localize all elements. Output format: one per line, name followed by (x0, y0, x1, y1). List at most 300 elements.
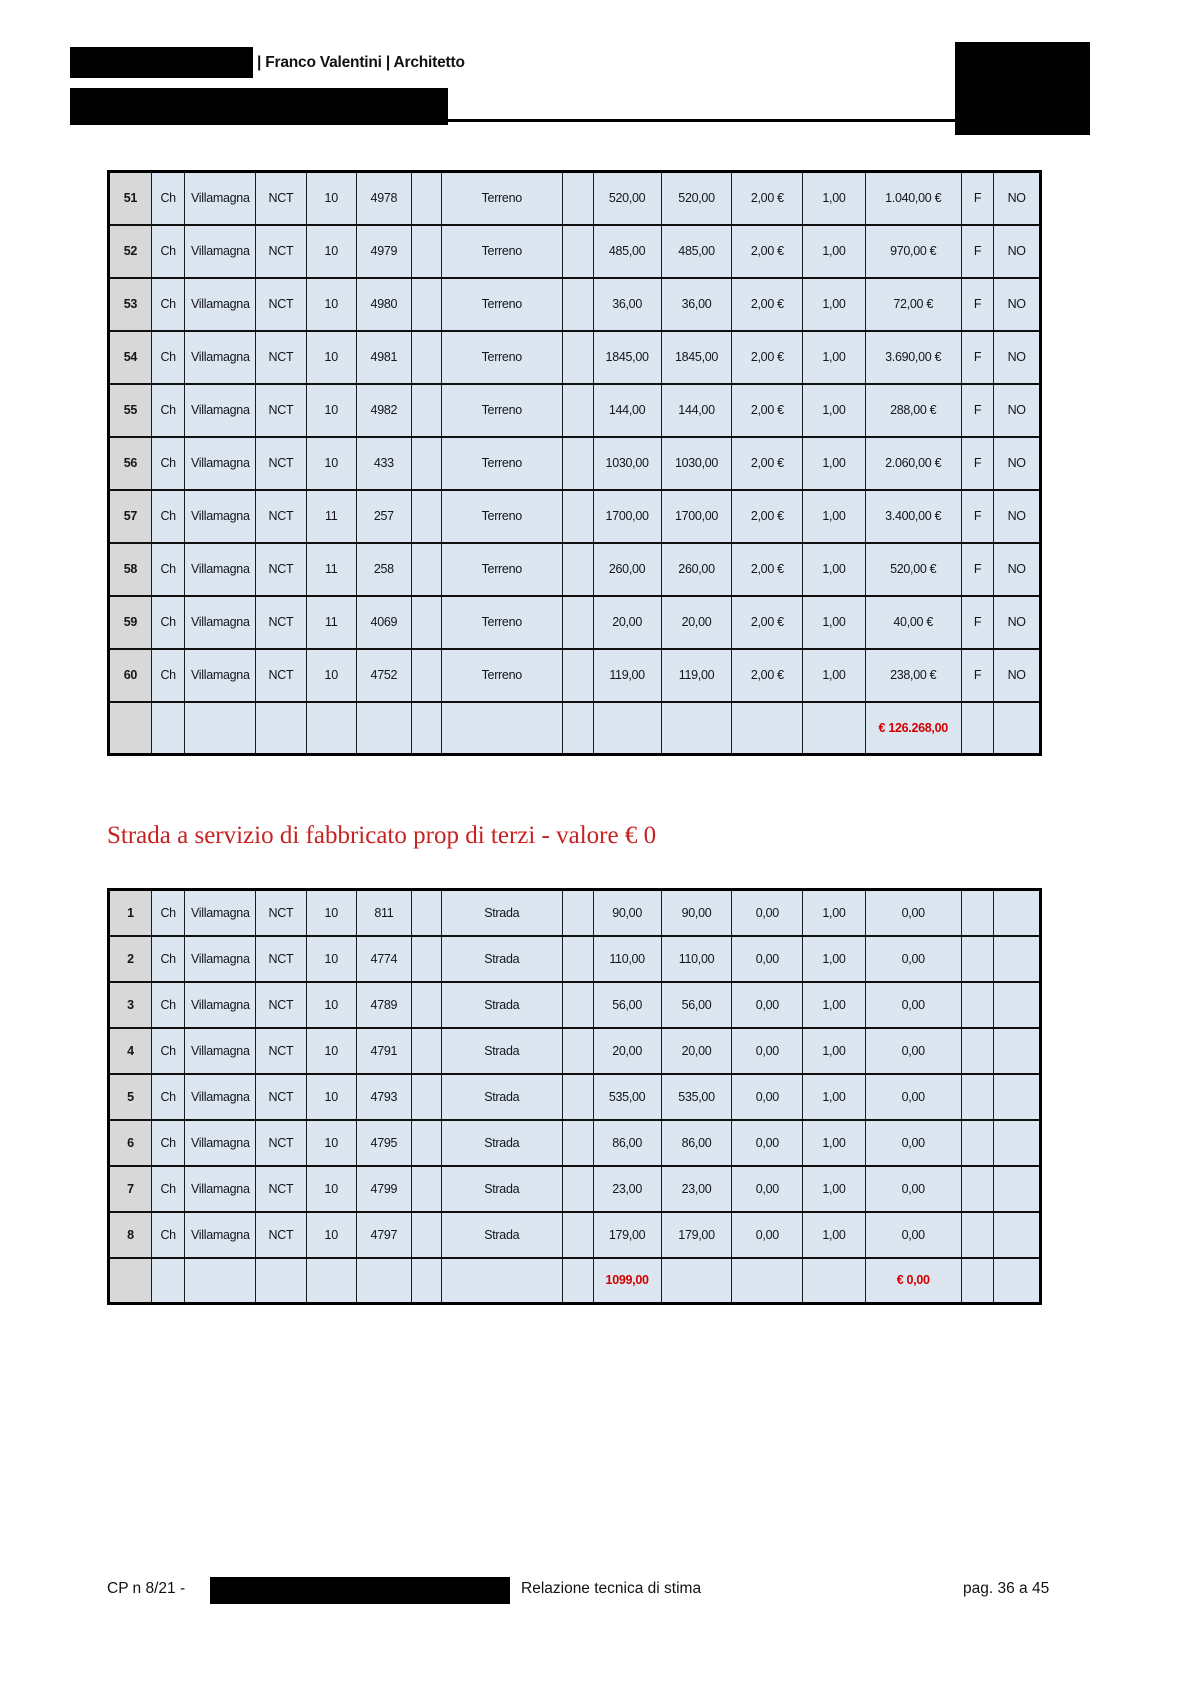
table-total-cell: 1099,00 (593, 1258, 661, 1304)
footer-document-title: Relazione tecnica di stima (521, 1580, 702, 1597)
table-cell (411, 543, 441, 596)
table-cell: 4774 (356, 936, 411, 982)
table-cell: 20,00 (661, 1028, 732, 1074)
table-cell (562, 1212, 593, 1258)
table-cell: 57 (109, 490, 152, 543)
table-total-cell: € 0,00 (865, 1258, 961, 1304)
table-total-cell (562, 1258, 593, 1304)
table-cell: 20,00 (593, 1028, 661, 1074)
table-cell: 485,00 (661, 225, 732, 278)
table-cell: 10 (306, 1212, 356, 1258)
table-cell: Terreno (441, 543, 562, 596)
table-cell: 0,00 (732, 1120, 803, 1166)
table-total-cell (151, 702, 185, 755)
table-cell: NCT (256, 172, 306, 225)
table-cell: NCT (256, 278, 306, 331)
table-cell: 2,00 € (732, 172, 803, 225)
table-cell: 0,00 (865, 1028, 961, 1074)
table-cell: 1,00 (803, 543, 865, 596)
table-cell: 72,00 € (865, 278, 961, 331)
header-title: | Franco Valentini | Architetto (257, 54, 465, 71)
table-cell: 970,00 € (865, 225, 961, 278)
table-cell: Ch (151, 649, 185, 702)
table-total-cell (994, 1258, 1041, 1304)
table-total-cell (994, 702, 1041, 755)
table-total-row (109, 702, 1041, 755)
table-cell (411, 1166, 441, 1212)
table-cell: 1,00 (803, 649, 865, 702)
table-cell: 10 (306, 1120, 356, 1166)
table-cell: 59 (109, 596, 152, 649)
table-cell: NO (994, 596, 1041, 649)
table-cell (961, 890, 994, 936)
table-cell (562, 649, 593, 702)
table-cell: 2,00 € (732, 490, 803, 543)
table-cell: 10 (306, 1166, 356, 1212)
table-cell: 0,00 (732, 1166, 803, 1212)
table-total-cell (562, 702, 593, 755)
table-cell (994, 1166, 1041, 1212)
table-cell: 0,00 (732, 982, 803, 1028)
table-cell (961, 1166, 994, 1212)
table-cell: F (961, 172, 994, 225)
table-row (109, 1166, 1041, 1212)
table-cell: Villamagna (185, 890, 256, 936)
table-cell: 10 (306, 890, 356, 936)
table-cell (994, 1120, 1041, 1166)
table-cell: 4978 (356, 172, 411, 225)
table-cell: 2,00 € (732, 543, 803, 596)
table-cell (411, 890, 441, 936)
table-cell: Ch (151, 890, 185, 936)
table-cell: Ch (151, 1120, 185, 1166)
table-cell: Ch (151, 1212, 185, 1258)
table-cell: Villamagna (185, 1074, 256, 1120)
table-cell: 23,00 (593, 1166, 661, 1212)
table-total-cell (109, 702, 152, 755)
table-cell: Villamagna (185, 384, 256, 437)
table-cell: 0,00 (865, 890, 961, 936)
table-row (109, 1074, 1041, 1120)
table-cell: NO (994, 649, 1041, 702)
table-cell: 86,00 (593, 1120, 661, 1166)
table-cell: 110,00 (593, 936, 661, 982)
table-cell: 52 (109, 225, 152, 278)
table-cell: 10 (306, 982, 356, 1028)
table-cell: 10 (306, 172, 356, 225)
table-cell: NCT (256, 982, 306, 1028)
table-total-cell (109, 1258, 152, 1304)
table-cell: 51 (109, 172, 152, 225)
table-cell: 58 (109, 543, 152, 596)
table-cell: F (961, 331, 994, 384)
table-cell (994, 936, 1041, 982)
table-cell (411, 490, 441, 543)
table-cell: 3.690,00 € (865, 331, 961, 384)
table-cell: F (961, 225, 994, 278)
table-cell: 56,00 (593, 982, 661, 1028)
table-cell: 4795 (356, 1120, 411, 1166)
terreni-table (107, 170, 1042, 756)
table-cell: F (961, 437, 994, 490)
table-cell: 119,00 (661, 649, 732, 702)
table-cell: 1030,00 (593, 437, 661, 490)
table-cell: Villamagna (185, 437, 256, 490)
table-cell (411, 437, 441, 490)
table-cell: 20,00 (661, 596, 732, 649)
table-cell: 36,00 (661, 278, 732, 331)
table-cell: 520,00 (593, 172, 661, 225)
table-cell: 4789 (356, 982, 411, 1028)
table-cell: 1,00 (803, 936, 865, 982)
table-cell: 0,00 (865, 936, 961, 982)
table-total-cell (306, 702, 356, 755)
table-cell: 0,00 (732, 936, 803, 982)
table-total-cell (441, 702, 562, 755)
table-cell: Villamagna (185, 649, 256, 702)
table-cell: NCT (256, 384, 306, 437)
table-cell: NCT (256, 1120, 306, 1166)
table-total-cell (961, 1258, 994, 1304)
table-cell: 0,00 (732, 1074, 803, 1120)
table-cell: NCT (256, 437, 306, 490)
table-cell: Villamagna (185, 278, 256, 331)
table-cell: 4979 (356, 225, 411, 278)
table-total-cell (593, 702, 661, 755)
table-cell: NCT (256, 890, 306, 936)
table-cell: Villamagna (185, 982, 256, 1028)
table-cell: 0,00 (865, 1120, 961, 1166)
table-row (109, 543, 1041, 596)
table-total-cell (803, 702, 865, 755)
table-cell (411, 278, 441, 331)
table-cell (411, 1074, 441, 1120)
table-cell: 11 (306, 596, 356, 649)
table-row (109, 278, 1041, 331)
table-cell: 1,00 (803, 1074, 865, 1120)
table-cell: Terreno (441, 278, 562, 331)
table-cell (411, 225, 441, 278)
table-cell (562, 172, 593, 225)
table-cell: 1 (109, 890, 152, 936)
table-cell: 1,00 (803, 172, 865, 225)
table-total-cell (661, 1258, 732, 1304)
table-cell: 2.060,00 € (865, 437, 961, 490)
table-cell (562, 1028, 593, 1074)
table-cell: 144,00 (661, 384, 732, 437)
table-cell: 433 (356, 437, 411, 490)
table-cell: 258 (356, 543, 411, 596)
table-cell: Terreno (441, 172, 562, 225)
table-cell: Ch (151, 331, 185, 384)
table-row (109, 936, 1041, 982)
table-cell: Villamagna (185, 490, 256, 543)
table-cell (562, 278, 593, 331)
table-total-row (109, 1258, 1041, 1304)
table-row (109, 490, 1041, 543)
table-cell: 2,00 € (732, 437, 803, 490)
table-cell: Villamagna (185, 1120, 256, 1166)
table-cell (562, 936, 593, 982)
table-cell: Ch (151, 1074, 185, 1120)
table-total-cell (661, 702, 732, 755)
table-row (109, 596, 1041, 649)
table-cell (961, 1120, 994, 1166)
table-cell (994, 1212, 1041, 1258)
table-cell: F (961, 596, 994, 649)
table-total-cell (441, 1258, 562, 1304)
table-cell: 1,00 (803, 1166, 865, 1212)
table-total-cell (961, 702, 994, 755)
table-cell: 0,00 (732, 1028, 803, 1074)
table-cell: NO (994, 172, 1041, 225)
table-cell: 4799 (356, 1166, 411, 1212)
table-cell: 485,00 (593, 225, 661, 278)
table-cell (961, 1028, 994, 1074)
table-row (109, 1212, 1041, 1258)
table-cell (411, 936, 441, 982)
table-cell: 1,00 (803, 1028, 865, 1074)
table-cell: F (961, 278, 994, 331)
table-cell: Terreno (441, 331, 562, 384)
table-cell: 56,00 (661, 982, 732, 1028)
table-cell: 1030,00 (661, 437, 732, 490)
table-cell: Ch (151, 172, 185, 225)
table-cell: 1,00 (803, 1120, 865, 1166)
table-cell: Ch (151, 1028, 185, 1074)
table-cell: 1,00 (803, 596, 865, 649)
table-cell: Ch (151, 437, 185, 490)
table-cell: 8 (109, 1212, 152, 1258)
table-cell: 260,00 (661, 543, 732, 596)
table-total-cell (732, 702, 803, 755)
table-cell: F (961, 384, 994, 437)
table-row (109, 384, 1041, 437)
table-cell: NCT (256, 543, 306, 596)
table-cell: 10 (306, 225, 356, 278)
table-cell: Strada (441, 1028, 562, 1074)
table-cell: 53 (109, 278, 152, 331)
header-divider-rule (70, 119, 1090, 122)
table-cell (562, 982, 593, 1028)
table-cell: Villamagna (185, 596, 256, 649)
table-cell: Ch (151, 384, 185, 437)
table-cell: 520,00 (661, 172, 732, 225)
table-cell: 56 (109, 437, 152, 490)
table-cell: 119,00 (593, 649, 661, 702)
table-cell: 144,00 (593, 384, 661, 437)
table-cell (994, 1028, 1041, 1074)
table-cell: 4793 (356, 1074, 411, 1120)
table-cell: Terreno (441, 384, 562, 437)
table-cell: 6 (109, 1120, 152, 1166)
table-total-cell (411, 1258, 441, 1304)
footer-page-number: pag. 36 a 45 (963, 1580, 1050, 1597)
table-cell (562, 384, 593, 437)
table-cell: NCT (256, 596, 306, 649)
table-cell: 0,00 (865, 1166, 961, 1212)
table-cell: NO (994, 384, 1041, 437)
table-cell: 10 (306, 1028, 356, 1074)
table-total-cell: € 126.268,00 (865, 702, 961, 755)
footer-document-ref: CP n 8/21 - (107, 1580, 186, 1597)
table-cell: Ch (151, 278, 185, 331)
table-row (109, 1120, 1041, 1166)
table-cell: 4752 (356, 649, 411, 702)
table-cell: F (961, 543, 994, 596)
table-cell: 1845,00 (661, 331, 732, 384)
table-total-cell (185, 702, 256, 755)
table-total-cell (185, 1258, 256, 1304)
table-cell: Terreno (441, 225, 562, 278)
table-total-cell (356, 702, 411, 755)
table-cell: 0,00 (865, 1212, 961, 1258)
table-cell: Strada (441, 936, 562, 982)
table-cell: Terreno (441, 649, 562, 702)
table-cell: NO (994, 331, 1041, 384)
table-cell: F (961, 490, 994, 543)
section-heading: Strada a servizio di fabbricato prop di terzi - valore € 0 (107, 822, 657, 849)
table-cell: 10 (306, 936, 356, 982)
table-cell: 1,00 (803, 384, 865, 437)
table-cell: NCT (256, 490, 306, 543)
table-cell (411, 1212, 441, 1258)
table-total-cell (151, 1258, 185, 1304)
table-cell: Ch (151, 982, 185, 1028)
table-cell (411, 384, 441, 437)
table-total-cell (306, 1258, 356, 1304)
table-cell (562, 1074, 593, 1120)
table-cell: Terreno (441, 596, 562, 649)
table-cell: 4791 (356, 1028, 411, 1074)
table-cell (411, 1120, 441, 1166)
table-cell: NO (994, 437, 1041, 490)
table-cell: Strada (441, 982, 562, 1028)
table-cell: 23,00 (661, 1166, 732, 1212)
table-cell (411, 1028, 441, 1074)
table-cell: 1,00 (803, 982, 865, 1028)
table-cell: F (961, 649, 994, 702)
table-cell: 86,00 (661, 1120, 732, 1166)
table-cell: 1,00 (803, 437, 865, 490)
table-total-cell (256, 702, 306, 755)
table-cell: Villamagna (185, 331, 256, 384)
table-cell: 7 (109, 1166, 152, 1212)
table-cell: Terreno (441, 490, 562, 543)
table-cell: 90,00 (661, 890, 732, 936)
table-cell (411, 982, 441, 1028)
table-cell: 36,00 (593, 278, 661, 331)
table-cell: 10 (306, 649, 356, 702)
table-cell (562, 490, 593, 543)
table-cell: NO (994, 490, 1041, 543)
table-cell: 0,00 (865, 1074, 961, 1120)
table-cell (562, 1166, 593, 1212)
table-cell (562, 543, 593, 596)
table-cell: 1700,00 (661, 490, 732, 543)
table-row (109, 890, 1041, 936)
table-cell: Strada (441, 1166, 562, 1212)
table-cell: 10 (306, 384, 356, 437)
table-cell: 10 (306, 437, 356, 490)
table-cell: 10 (306, 1074, 356, 1120)
table-cell: Villamagna (185, 543, 256, 596)
table-cell (994, 1074, 1041, 1120)
table-cell: Ch (151, 225, 185, 278)
table-cell: 5 (109, 1074, 152, 1120)
table-cell: Ch (151, 596, 185, 649)
table-row (109, 1028, 1041, 1074)
table-cell: 2,00 € (732, 596, 803, 649)
table-cell (411, 172, 441, 225)
table-cell: 3.400,00 € (865, 490, 961, 543)
table-total-cell (256, 1258, 306, 1304)
table-cell: 520,00 € (865, 543, 961, 596)
table-cell: 2,00 € (732, 649, 803, 702)
table-row (109, 331, 1041, 384)
table-cell: 90,00 (593, 890, 661, 936)
table-cell: Villamagna (185, 1212, 256, 1258)
table-cell: Ch (151, 936, 185, 982)
table-cell: 179,00 (593, 1212, 661, 1258)
table-cell: Villamagna (185, 172, 256, 225)
table-cell: 179,00 (661, 1212, 732, 1258)
table-cell (562, 596, 593, 649)
table-cell: 1,00 (803, 890, 865, 936)
table-cell: Villamagna (185, 1166, 256, 1212)
table-cell: 2 (109, 936, 152, 982)
table-cell: NCT (256, 649, 306, 702)
table-total-cell (411, 702, 441, 755)
table-cell (411, 649, 441, 702)
table-cell: Strada (441, 890, 562, 936)
table-cell: NCT (256, 331, 306, 384)
table-cell: 2,00 € (732, 225, 803, 278)
table-cell: 4069 (356, 596, 411, 649)
table-cell: 1,00 (803, 225, 865, 278)
table-cell: 1845,00 (593, 331, 661, 384)
table-cell: Strada (441, 1212, 562, 1258)
table-row (109, 982, 1041, 1028)
strade-table (107, 888, 1042, 1305)
table-cell: 1,00 (803, 278, 865, 331)
table-row (109, 649, 1041, 702)
table-cell (961, 1212, 994, 1258)
table-cell: NCT (256, 936, 306, 982)
table-row (109, 225, 1041, 278)
table-cell (961, 1074, 994, 1120)
table-cell (994, 890, 1041, 936)
table-cell: Ch (151, 490, 185, 543)
table-cell: 20,00 (593, 596, 661, 649)
table-cell: NCT (256, 1166, 306, 1212)
table-cell: 2,00 € (732, 384, 803, 437)
table-total-cell (356, 1258, 411, 1304)
table-cell: 11 (306, 543, 356, 596)
table-cell: 260,00 (593, 543, 661, 596)
table-cell: Ch (151, 543, 185, 596)
table-cell: 1,00 (803, 490, 865, 543)
table-cell: 10 (306, 278, 356, 331)
table-cell (562, 890, 593, 936)
table-cell: 54 (109, 331, 152, 384)
table-cell: 2,00 € (732, 331, 803, 384)
table-cell: 1700,00 (593, 490, 661, 543)
table-cell: 1,00 (803, 331, 865, 384)
table-cell: 288,00 € (865, 384, 961, 437)
table-row (109, 172, 1041, 225)
table-cell (562, 225, 593, 278)
